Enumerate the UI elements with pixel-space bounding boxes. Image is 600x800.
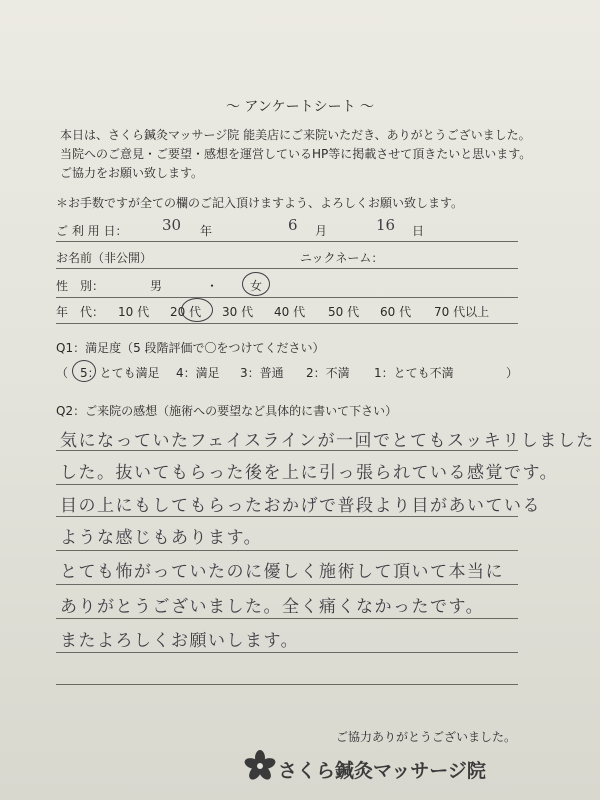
- age-label: 年 代：: [56, 305, 105, 319]
- age-option: 20 代: [170, 305, 202, 319]
- answer-rule: [56, 652, 518, 653]
- age-option: 30 代: [222, 305, 254, 319]
- visit-day-value: 16: [376, 216, 396, 234]
- q2-answer-line: とても怖がっていたのに優しく施術して頂いて本当に: [60, 562, 504, 582]
- brand-name: さくら鍼灸マッサージ院: [278, 760, 486, 782]
- q2-answer-line: 気になっていたフェイスラインが一回でとてもスッキリしました: [60, 431, 595, 451]
- age-option: 70 代以上: [434, 305, 490, 319]
- divider: [56, 323, 518, 324]
- answer-rule: [56, 550, 518, 551]
- q1-selection-circle: [72, 360, 96, 382]
- q1-option: 3：普通: [240, 366, 284, 380]
- gender-separator: ・: [206, 279, 219, 293]
- visit-month-value: 6: [288, 216, 298, 234]
- divider: [56, 297, 518, 298]
- age-option: 40 代: [274, 305, 306, 319]
- age-option: 10 代: [118, 305, 150, 319]
- divider: [56, 241, 518, 242]
- answer-rule: [56, 684, 518, 685]
- answer-rule: [56, 584, 518, 585]
- visit-year-unit: 年: [200, 224, 213, 238]
- intro-text: [60, 126, 531, 183]
- age-selection-circle: [181, 298, 213, 322]
- gender-option-male: 男: [150, 279, 163, 293]
- answer-rule: [56, 450, 518, 451]
- sakura-flower-icon: [244, 750, 276, 782]
- q2-answer-line: ような感じもあります。: [60, 528, 263, 548]
- q2-answer-line: 目の上にもしてもらったおかげで普段より目があいている: [60, 496, 541, 516]
- q1-close-paren: ）: [506, 366, 519, 380]
- age-option: 60 代: [380, 305, 412, 319]
- age-option: 50 代: [328, 305, 360, 319]
- q2-answer-line: ありがとうございました。全く痛くなかったです。: [60, 597, 485, 617]
- q1-option: 5：とても満足: [80, 366, 160, 380]
- intro-line: 本日は、さくら鍼灸マッサージ院 能美店にご来院いただき、ありがとうございました。: [60, 128, 531, 142]
- visit-day-unit: 日: [412, 224, 425, 238]
- nickname-label: ニックネーム：: [300, 251, 384, 265]
- sheet-title: ～ アンケートシート ～: [225, 99, 375, 115]
- name-label: お名前（非公開）: [56, 251, 153, 265]
- visit-month-unit: 月: [315, 224, 328, 238]
- fill-in-note: ＊お手数ですが全ての欄のご記入頂けますよう、よろしくお願い致します。: [56, 196, 464, 210]
- q2-answer-line: した。抜いてもらった後を上に引っ張られている感覚です。: [60, 463, 559, 483]
- q1-option: 2：不満: [306, 366, 350, 380]
- gender-label: 性 別：: [56, 279, 105, 293]
- answer-rule: [56, 516, 518, 517]
- q1-label: Q1：満足度（5 段階評価で〇をつけてください）: [56, 341, 325, 355]
- closing-thanks: ご協力ありがとうございました。: [335, 730, 516, 744]
- q2-answer-line: またよろしくお願いします。: [60, 631, 300, 651]
- divider: [56, 268, 518, 269]
- answer-rule: [56, 484, 518, 485]
- visit-date-label: ご 利 用 日：: [56, 224, 128, 238]
- gender-option-female: 女: [250, 279, 263, 293]
- q2-label: Q2：ご来院の感想（施術への要望など具体的に書いて下さい）: [56, 404, 398, 418]
- visit-year-value: 30: [162, 216, 182, 234]
- intro-line: ご協力をお願い致します。: [60, 166, 204, 180]
- q1-option: 4：満足: [176, 366, 220, 380]
- q1-open-paren: （: [56, 366, 69, 380]
- gender-selection-circle: [242, 272, 270, 296]
- q1-option: 1：とても不満: [374, 366, 454, 380]
- answer-rule: [56, 618, 518, 619]
- intro-line: 当院へのご意見・ご要望・感想を運営しているHP等に掲載させて頂きたいと思います。: [60, 147, 532, 161]
